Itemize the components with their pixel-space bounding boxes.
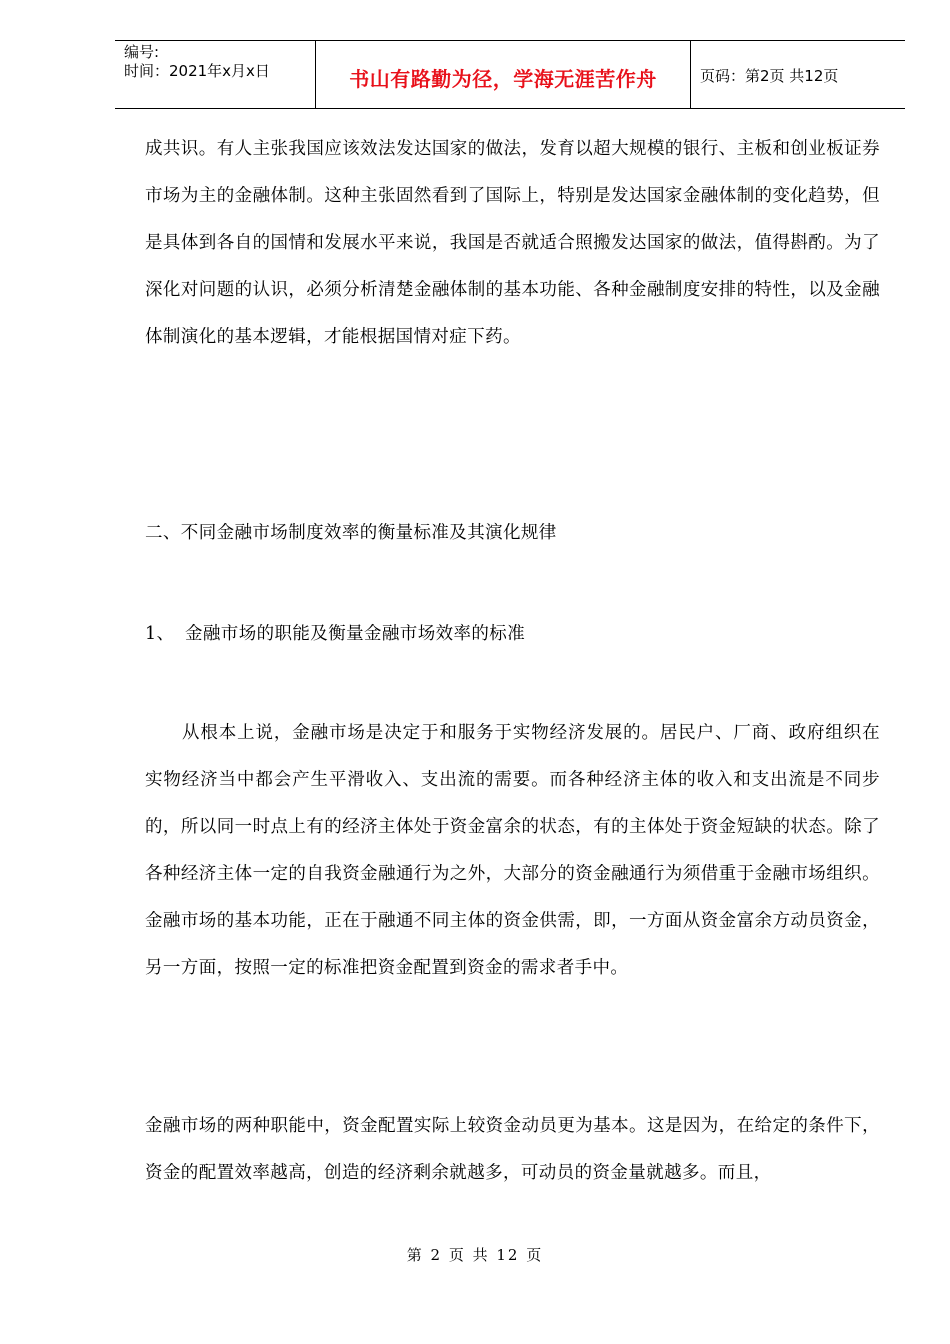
body-section-3 (145, 1103, 880, 1197)
page-header (115, 40, 905, 109)
header-meta-cell (115, 41, 315, 108)
document-number-label: 编号: (124, 43, 160, 61)
subsection-title: 金融市场的职能及衡量金融市场效率的标准 (185, 624, 526, 644)
paragraph-allocation: 金融市场的两种职能中，资金配置实际上较资金动员更为基本。这是因为，在给定的条件下，资金的配置效率越高，创造的经济剩余就越多，可动员的资金量就越多。而且， (145, 1116, 880, 1183)
section-heading: 二、不同金融市场制度效率的衡量标准及其演化规律 (145, 523, 557, 543)
paragraph-continuation: 成共识。有人主张我国应该效法发达国家的做法，发育以超大规模的银行、主板和创业板证券市场为主的金融体制。这种主张固然看到了国际上，特别是发达国家金融体制的变化趋势，但是具体到各自的国情和发展水平来说，我国是否就适合照搬发达国家的做法，值得斟酌。为了深化对问题的认识，必须分析清楚金融体制的基本功能、各种金融制度安排的特性，以及金融体制演化的基本逻辑，才能根据国情对症下药。 (145, 139, 880, 347)
page-footer: 第 2 页 共 12 页 (406, 1246, 544, 1264)
header-motto: 书山有路勤为径，学海无涯苦作舟 (349, 67, 657, 91)
subsection-number: 1、 (145, 624, 175, 644)
body-section-2 (145, 710, 880, 992)
subsection-heading (145, 620, 525, 645)
document-time-label: 时间：2021年x月x日 (124, 62, 270, 80)
header-motto-cell (315, 41, 691, 108)
paragraph-market-function: 从根本上说，金融市场是决定于和服务于实物经济发展的。居民户、厂商、政府组织在实物经济当中都会产生平滑收入、支出流的需要。而各种经济主体的收入和支出流是不同步的，所以同一时点上有的经济主体处于资金富余的状态，有的主体处于资金短缺的状态。除了各种经济主体一定的自我资金融通行为之外，大部分的资金融通行为须借重于金融市场组织。金融市场的基本功能，正在于融通不同主体的资金供需，即，一方面从资金富余方动员资金，另一方面，按照一定的标准把资金配置到资金的需求者手中。 (145, 723, 880, 978)
body-section-1 (145, 126, 880, 361)
header-page-cell (690, 41, 905, 108)
header-page-info: 页码：第2页 共12页 (700, 67, 839, 85)
